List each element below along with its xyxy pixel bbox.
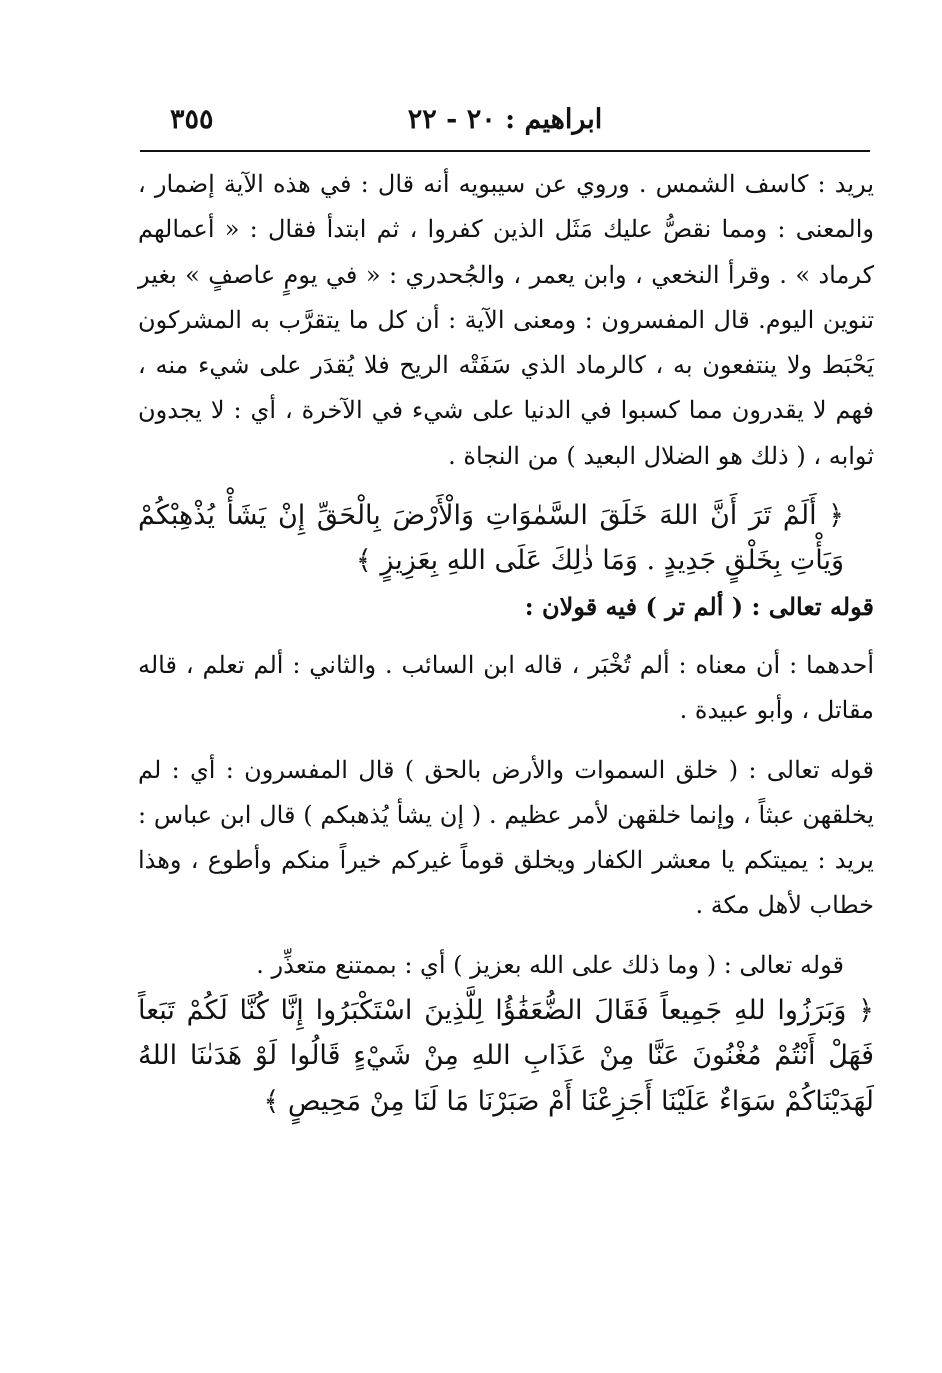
paragraph-gap bbox=[138, 929, 874, 943]
commentary-paragraph: يريد : كاسف الشمس . وروي عن سيبويه أنه قال : في هذه الآية إضمار ، والمعنى : ومما نقصُّ عليك مَثَل الذين كفروا ، ثم ابتدأ فقال : « أعمالهم كرماد » . وقرأ النخعي ، وابن يعمر ، والجُحدري : « في يومٍ عاصفٍ » بغير تنوين اليوم. قال المفسرون : ومعنى الآية : أن كل ما يتقرَّب به المشركون يَحْبَط ولا ينتفعون به ، كالرماد الذي سَفَتْه الريح فلا يُقدَر على شيء منه ، فهم لا يقدرون مما كسبوا في الدنيا على شيء في الآخرة ، أي : لا يجدون ثوابه ، ( ذلك هو الضلال البعيد ) من النجاة . bbox=[138, 170, 874, 470]
paragraph-gap bbox=[138, 734, 874, 748]
commentary-heading: قوله تعالى : ( ألم تر ) فيه قولان : bbox=[524, 591, 874, 621]
quran-verse-block: ﴿ وَبَرَزُوا للهِ جَمِيعاً فَقَالَ الضُّعَفَٰؤُا لِلَّذِينَ اسْتَكْبَرُوا إِنَّا كُنَّا لَكُمْ تَبَعاً فَهَلْ أَنْتُمْ مُغْنُونَ عَنَّا مِنْ عَذَابِ اللهِ مِنْ شَيْءٍ قَالُوا لَوْ هَدَىٰنَا اللهُ لَهَدَيْنَاكُمْ سَوَاءٌ عَلَيْنَا أَجَزِعْنَا أَمْ صَبَرْنَا مَا لَنَا مِنْ مَحِيصٍ ﴾ bbox=[138, 995, 874, 1117]
page-header bbox=[140, 104, 870, 144]
page-number: ٣٥٥ bbox=[170, 104, 214, 135]
commentary-paragraph: قوله تعالى : ( خلق السموات والأرض بالحق ) قال المفسرون : أي : لم يخلقهن عبثاً ، وإنما خلقهن لأمر عظيم . ( إن يشأ يُذهبكم ) قال ابن عباس : يريد : يميتكم يا معشر الكفار ويخلق قوماً غيركم خيراً منكم وأطوع ، وهذا خطاب لأهل مكة . bbox=[138, 755, 874, 920]
commentary-paragraph: أحدهما : أن معناه : ألم تُخْبَر ، قاله ابن السائب . والثاني : ألم تعلم ، قاله مقاتل ، وأبو عبيدة . bbox=[138, 650, 874, 725]
running-title: ابراهيم : ٢٠ - ٢٢ bbox=[407, 104, 603, 135]
commentary-paragraph: قوله تعالى : ( وما ذلك على الله بعزيز ) أي : بممتنع متعذِّر . bbox=[256, 950, 844, 979]
header-rule bbox=[140, 150, 870, 152]
body-text bbox=[138, 162, 874, 1124]
paragraph-gap bbox=[138, 629, 874, 643]
quran-verse-block: ﴿ أَلَمْ تَرَ أَنَّ اللهَ خَلَقَ السَّمٰوَاتِ وَالْأَرْضَ بِالْحَقِّ إِنْ يَشَأْ يُذْهِبْكُمْ وَيَأْتِ بِخَلْقٍ جَدِيدٍ . وَمَا ذٰلِكَ عَلَى اللهِ بِعَزِيزٍ ﴾ bbox=[138, 500, 845, 577]
paragraph-gap bbox=[138, 479, 874, 493]
